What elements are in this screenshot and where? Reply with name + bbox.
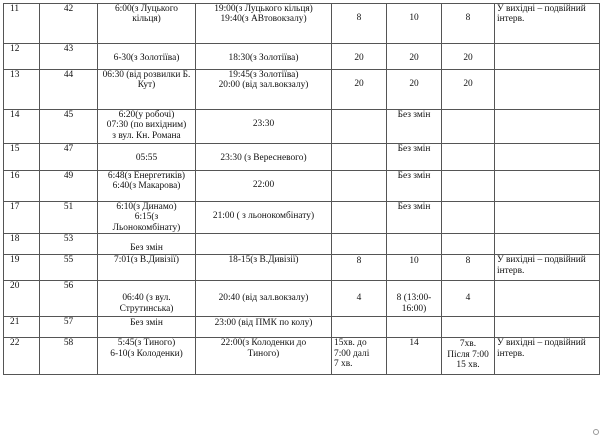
cell-text: 23:30 (252, 119, 275, 129)
table-row (4, 171, 600, 202)
cell-work (332, 70, 387, 110)
cell-text: 22:00(з Колоденки до (220, 338, 307, 349)
cell-text: з вул. Кн. Романа (112, 130, 181, 141)
cell-text: 20:00 (від зал.вокзалу) (218, 80, 309, 91)
cell-week (442, 317, 495, 338)
cell-text: 15 (10, 144, 20, 154)
cell-note (495, 4, 600, 44)
cell-week (442, 171, 495, 202)
cell-work (332, 144, 387, 171)
cell-text: Струтинська) (119, 303, 174, 314)
cell-route (40, 70, 98, 110)
cell-text: 15 хв. (456, 360, 480, 371)
cell-no (4, 281, 40, 317)
cell-no (4, 338, 40, 375)
cell-last (196, 171, 332, 202)
cell-first (98, 110, 196, 144)
cell-work (332, 110, 387, 144)
cell-text: 6:20(у робочі) (118, 110, 175, 120)
cell-text: 6:10(з Динамо) (116, 202, 177, 212)
cell-text: 6:00(з Луцького кільця) (114, 4, 178, 25)
cell-text: 53 (63, 234, 74, 245)
cell-week (442, 234, 495, 255)
cell-note (495, 338, 600, 375)
cell-note (495, 281, 600, 317)
cell-note (495, 70, 600, 110)
cell-mid (387, 281, 442, 317)
cell-work (332, 44, 387, 70)
cell-mid (387, 4, 442, 44)
table-row (4, 255, 600, 281)
cell-text: У вихідні – подвійний інтерв. (497, 4, 586, 25)
cell-week (442, 70, 495, 110)
cell-text: 6-30(з Золотіїва) (113, 53, 180, 63)
cell-text: 43 (63, 44, 74, 54)
cell-text: Без змін (397, 110, 431, 120)
table-row (4, 234, 600, 255)
cell-first (98, 317, 196, 338)
cell-text: Без змін (397, 144, 431, 154)
cell-text: 8 (356, 256, 362, 267)
cell-text: 56 (63, 281, 74, 292)
cell-text: 44 (63, 70, 74, 80)
cell-text: 07:30 (по вихідним) (106, 120, 187, 131)
cell-text: 20 (463, 53, 473, 63)
cell-route (40, 281, 98, 317)
cell-work (332, 4, 387, 44)
cell-text: 8 (356, 13, 362, 23)
cell-route (40, 4, 98, 44)
cell-text: 23:00 (від ПМК по колу) (214, 318, 313, 329)
cell-last (196, 255, 332, 281)
cell-text: 8 (465, 13, 471, 23)
cell-text: 15хв. до (334, 338, 367, 349)
cell-last (196, 44, 332, 70)
cell-no (4, 202, 40, 234)
cell-text: 6:15(з Льонокомбінату) (112, 212, 181, 233)
cell-week (442, 44, 495, 70)
cell-text: У вихідні – подвійний інтерв. (497, 338, 586, 359)
cell-mid (387, 338, 442, 375)
cell-text: 20 (10, 281, 20, 292)
cell-text: 10 (409, 13, 419, 23)
cell-text: 10 (409, 256, 419, 267)
cell-note (495, 234, 600, 255)
cell-no (4, 255, 40, 281)
cell-note (495, 144, 600, 171)
cell-first (98, 255, 196, 281)
cell-text: 58 (63, 338, 74, 349)
table-row (4, 4, 600, 44)
cell-text: Тиного) (247, 348, 280, 359)
cell-text: 22:00 (252, 180, 275, 190)
cell-no (4, 70, 40, 110)
cell-text: 16 (10, 171, 20, 181)
cell-route (40, 110, 98, 144)
cell-text: 14 (409, 338, 419, 349)
cell-text: 8 (465, 256, 471, 267)
cell-text: 55 (63, 255, 74, 266)
table-row (4, 317, 600, 338)
cell-first (98, 4, 196, 44)
cell-route (40, 317, 98, 338)
cell-last (196, 317, 332, 338)
cell-first (98, 281, 196, 317)
cell-no (4, 317, 40, 338)
cell-route (40, 202, 98, 234)
cell-text: 23:30 (з Вересневого) (220, 153, 307, 163)
cell-first (98, 144, 196, 171)
cell-work (332, 234, 387, 255)
schedule-table (3, 3, 600, 375)
cell-text: 20 (463, 79, 473, 89)
cell-text: 06:40 (з вул. (122, 293, 171, 304)
cell-week (442, 281, 495, 317)
cell-note (495, 255, 600, 281)
cell-text: 12 (10, 44, 20, 54)
cell-text: Без змін (397, 171, 431, 181)
cell-work (332, 317, 387, 338)
cell-text: 22 (10, 338, 20, 349)
corner-resize-icon (593, 429, 599, 435)
cell-text: 8 (13:00- (396, 293, 432, 304)
cell-text: 19:00(з Луцького кільця) (214, 4, 313, 14)
cell-week (442, 255, 495, 281)
cell-text: 45 (63, 110, 74, 120)
cell-mid (387, 171, 442, 202)
cell-text: 5:45(з Тиного) (117, 338, 176, 349)
cell-mid (387, 202, 442, 234)
table-row (4, 281, 600, 317)
cell-text: 11 (10, 4, 20, 14)
cell-text: 20 (354, 79, 364, 89)
cell-work (332, 255, 387, 281)
cell-text: 13 (10, 70, 20, 80)
cell-mid (387, 234, 442, 255)
cell-last (196, 110, 332, 144)
cell-text: 19:45(з Золотіїва) (228, 70, 299, 80)
cell-work (332, 202, 387, 234)
cell-text: 20 (409, 53, 419, 63)
cell-text: Після 7:00 (447, 349, 489, 360)
cell-text: 6:48(з Енергетиків) (107, 171, 186, 181)
cell-mid (387, 44, 442, 70)
cell-mid (387, 144, 442, 171)
table-row (4, 144, 600, 171)
cell-text: 19 (10, 255, 20, 266)
cell-text: 7:00 далі (334, 348, 370, 359)
cell-mid (387, 110, 442, 144)
cell-last (196, 338, 332, 375)
table-row (4, 110, 600, 144)
cell-mid (387, 70, 442, 110)
cell-note (495, 44, 600, 70)
cell-text: 7 хв. (334, 359, 353, 370)
cell-route (40, 44, 98, 70)
cell-text: 19:40(з АВтовокзалу) (220, 14, 307, 25)
cell-text: 6:40(з Макарова) (112, 181, 181, 192)
cell-text: 17 (10, 202, 20, 212)
cell-no (4, 44, 40, 70)
cell-text: 20 (409, 79, 419, 89)
cell-text: 21 (10, 317, 20, 328)
cell-text: Кут) (137, 80, 156, 91)
cell-work (332, 338, 387, 375)
table-row (4, 202, 600, 234)
cell-text: 4 (465, 293, 471, 304)
cell-text: 6-10(з Колоденки) (110, 348, 183, 359)
cell-first (98, 44, 196, 70)
cell-route (40, 255, 98, 281)
cell-text: 7:01(з В.Дивізії) (114, 255, 179, 266)
cell-text: 4 (356, 293, 362, 304)
cell-route (40, 338, 98, 375)
cell-no (4, 234, 40, 255)
table-row (4, 44, 600, 70)
cell-week (442, 202, 495, 234)
cell-text: 21:00 ( з льонокомбінату) (212, 211, 315, 221)
cell-first (98, 234, 196, 255)
cell-note (495, 110, 600, 144)
cell-no (4, 171, 40, 202)
cell-text: Без змін (397, 202, 431, 212)
cell-no (4, 144, 40, 171)
cell-text: 06:30 (від розвилки Б. (102, 70, 191, 80)
cell-text: 14 (10, 110, 20, 120)
table-row (4, 338, 600, 375)
cell-text: 57 (63, 317, 74, 328)
cell-work (332, 281, 387, 317)
cell-note (495, 202, 600, 234)
cell-text: 7хв. (459, 339, 477, 350)
cell-week (442, 4, 495, 44)
cell-text: 20:40 (від зал.вокзалу) (218, 293, 309, 304)
cell-first (98, 70, 196, 110)
cell-last (196, 281, 332, 317)
cell-no (4, 110, 40, 144)
cell-last (196, 70, 332, 110)
cell-first (98, 338, 196, 375)
cell-text: 16:00) (401, 303, 427, 314)
cell-note (495, 171, 600, 202)
cell-text: 47 (63, 144, 74, 154)
cell-text: 20 (354, 53, 364, 63)
cell-last (196, 144, 332, 171)
cell-week (442, 110, 495, 144)
cell-first (98, 202, 196, 234)
cell-last (196, 4, 332, 44)
cell-no (4, 4, 40, 44)
cell-text: У вихідні – подвійний інтерв. (497, 255, 586, 276)
cell-work (332, 171, 387, 202)
cell-week (442, 338, 495, 375)
schedule-rows (4, 4, 600, 375)
cell-text: 18 (10, 234, 20, 245)
cell-text: 51 (63, 202, 74, 212)
cell-text: Без змін (130, 318, 163, 329)
cell-text: 49 (63, 171, 74, 181)
cell-route (40, 234, 98, 255)
cell-first (98, 171, 196, 202)
cell-text: 05:55 (135, 153, 158, 163)
cell-week (442, 144, 495, 171)
cell-text: 18-15(з В.Дивізії) (228, 255, 299, 266)
cell-last (196, 234, 332, 255)
cell-note (495, 317, 600, 338)
cell-text: 42 (63, 4, 74, 14)
cell-route (40, 171, 98, 202)
table-row (4, 70, 600, 110)
cell-mid (387, 317, 442, 338)
cell-text: 18:30(з Золотіїва) (228, 53, 299, 63)
cell-mid (387, 255, 442, 281)
cell-route (40, 144, 98, 171)
cell-last (196, 202, 332, 234)
cell-text: Без змін (130, 243, 163, 254)
